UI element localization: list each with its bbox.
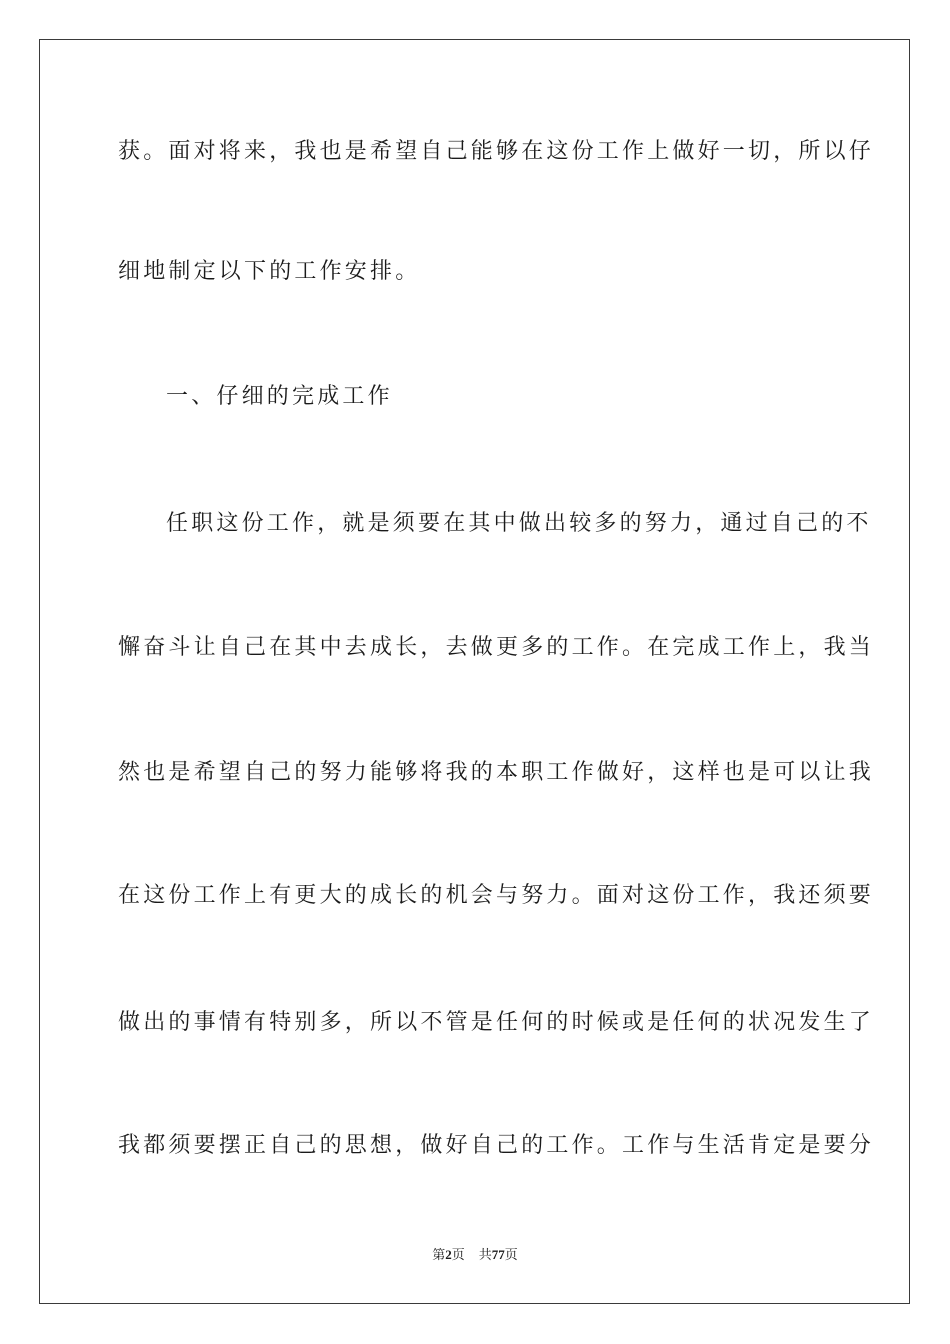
body-text-line: 懈奋斗让自己在其中去成长，去做更多的工作。在完成工作上，我当 <box>118 635 875 660</box>
page-prefix: 第 <box>432 1247 446 1262</box>
total-suffix: 页 <box>504 1247 518 1262</box>
page-number: 2 <box>445 1247 452 1262</box>
body-text-line: 获。面对将来，我也是希望自己能够在这份工作上做好一切，所以仔 <box>118 139 875 164</box>
total-pages: 77 <box>491 1247 505 1262</box>
page-border <box>39 39 910 1304</box>
page-suffix: 页 <box>451 1247 465 1262</box>
section-heading: 一、仔细的完成工作 <box>166 384 393 409</box>
page-footer <box>0 1246 950 1264</box>
body-text-line: 我都须要摆正自己的思想，做好自己的工作。工作与生活肯定是要分 <box>118 1133 875 1158</box>
body-text-line: 细地制定以下的工作安排。 <box>118 259 421 284</box>
total-prefix: 共 <box>478 1247 492 1262</box>
body-text-line: 在这份工作上有更大的成长的机会与努力。面对这份工作，我还须要 <box>118 883 875 908</box>
body-text-line: 然也是希望自己的努力能够将我的本职工作做好，这样也是可以让我 <box>118 760 875 785</box>
body-text-line: 任职这份工作，就是须要在其中做出较多的努力，通过自己的不 <box>166 511 872 536</box>
body-text-line: 做出的事情有特别多，所以不管是任何的时候或是任何的状况发生了 <box>118 1010 875 1035</box>
